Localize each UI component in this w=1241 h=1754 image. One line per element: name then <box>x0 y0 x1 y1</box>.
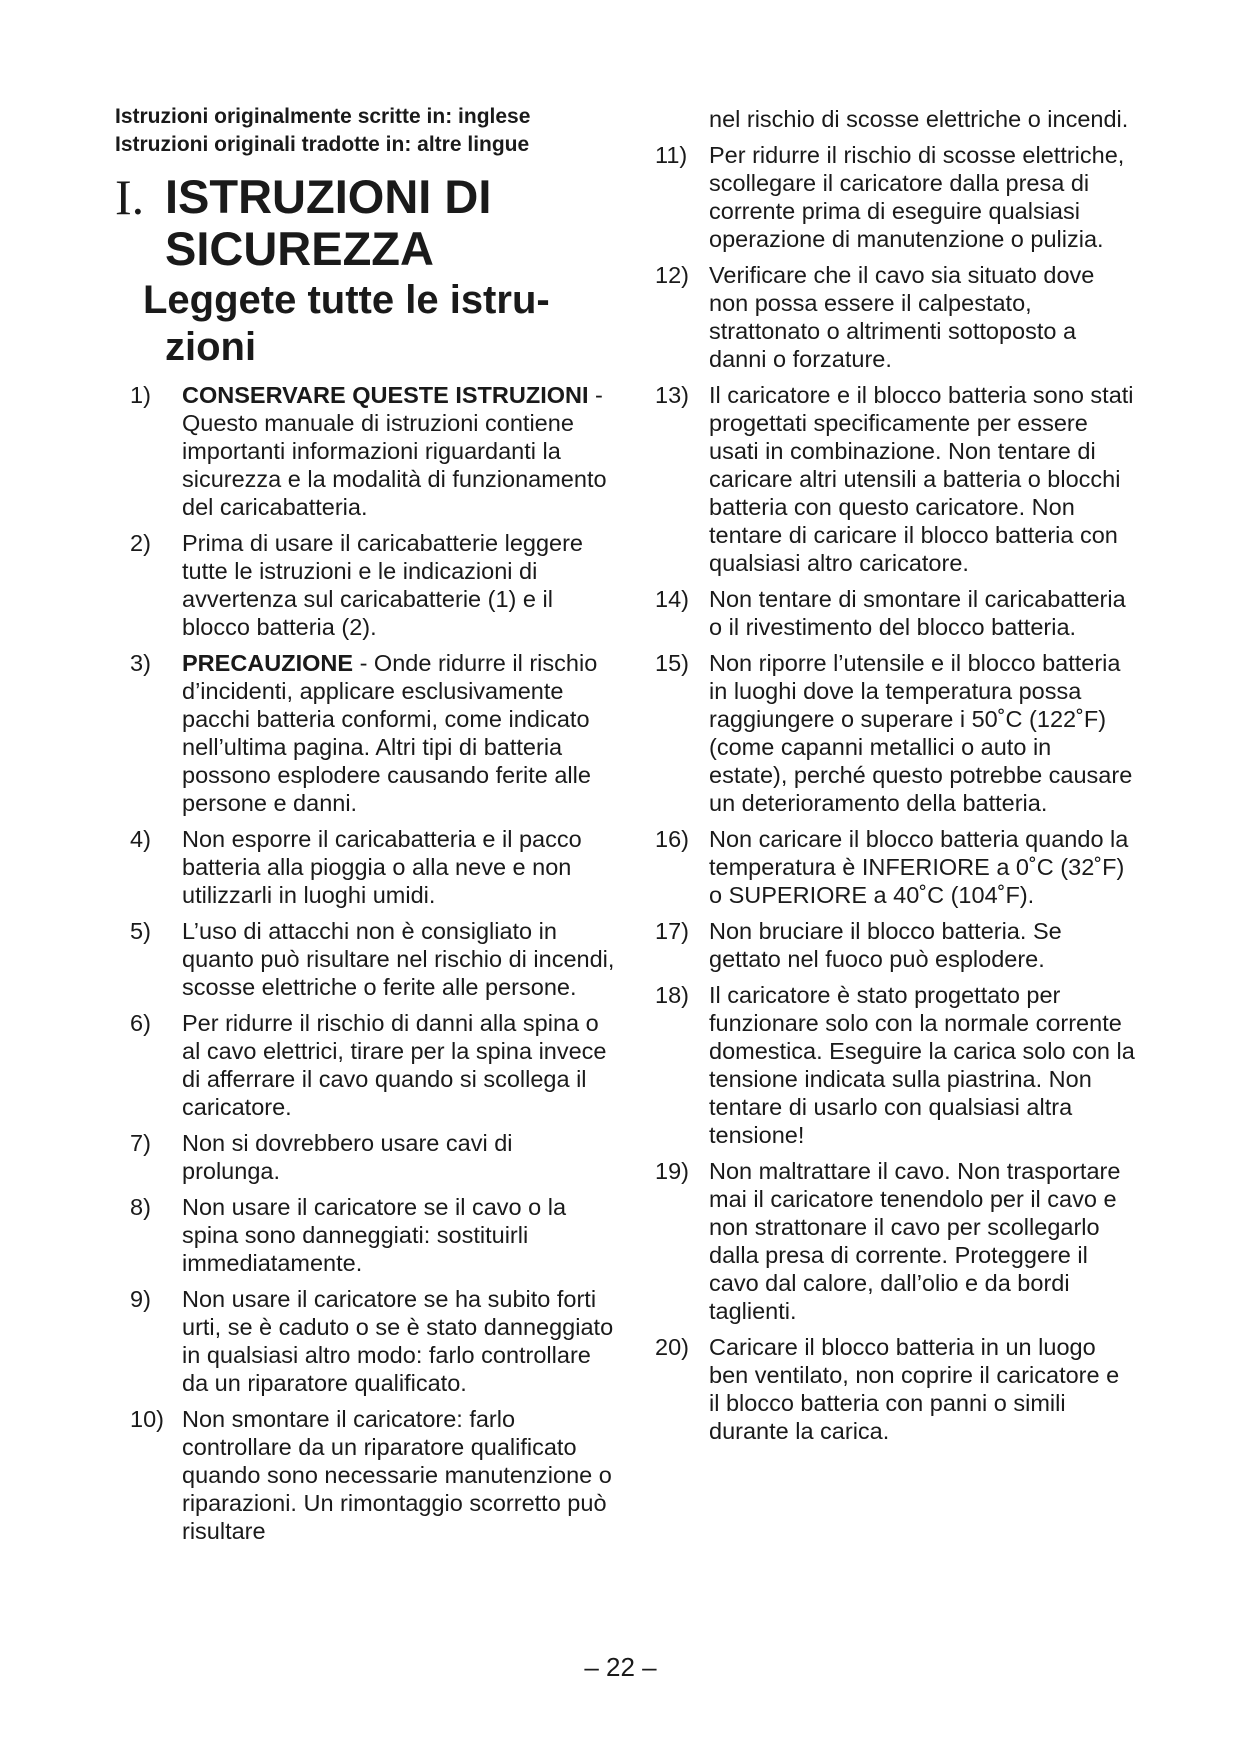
item-number: 17) <box>655 918 689 944</box>
item-number: 18) <box>655 982 689 1008</box>
item-number: 2) <box>130 530 151 556</box>
instruction-item-5 <box>115 917 615 1001</box>
item-number: 6) <box>130 1010 151 1036</box>
item-text: Caricare il blocco batteria in un luogo ben ventilato, non coprire il caricatore e il blocco batteria con panni o simili durante la carica. <box>709 1334 1120 1444</box>
instruction-item-6 <box>115 1009 615 1121</box>
instruction-item-16 <box>655 825 1135 909</box>
item-number: 7) <box>130 1130 151 1156</box>
origin-language-line: Istruzioni originalmente scritte in: inglese <box>115 105 531 128</box>
instruction-item-7 <box>115 1129 615 1185</box>
item-text: - Questo manuale di istruzioni contiene importanti informazioni riguardanti la sicurezza e la modalità di funzionamento del caricabatteria. <box>182 382 607 520</box>
item-number: 4) <box>130 826 151 852</box>
item-number: 11) <box>655 142 688 168</box>
item-text: Il caricatore è stato progettato per funzionare solo con la normale corrente domestica. Eseguire la carica solo con la tensione indicata sulla piastrina. Non tentare di usarlo con qualsiasi altra tensione! <box>709 982 1135 1148</box>
item-number: 14) <box>655 586 689 612</box>
instruction-item-15 <box>655 649 1135 817</box>
safety-instructions-list-right <box>655 141 1135 1445</box>
item-number: 8) <box>130 1194 151 1220</box>
safety-instructions-list-left <box>115 381 615 1545</box>
item-text: Non usare il caricatore se il cavo o la spina sono danneggiati: sostituirli immediatamente. <box>182 1194 567 1276</box>
item-number: 15) <box>655 650 689 676</box>
item-emphasis: CONSERVARE QUESTE ISTRUZIONI <box>182 382 589 408</box>
item-text: Per ridurre il rischio di danni alla spina o al cavo elettrici, tirare per la spina invece di afferrare il cavo quando si scollega il caricatore. <box>182 1010 607 1120</box>
item-text: L’uso di attacchi non è consigliato in quanto può risultare nel rischio di incendi, scosse elettriche o ferite alle persone. <box>182 918 615 1000</box>
instruction-item-3 <box>115 649 615 817</box>
item-number: 16) <box>655 826 689 852</box>
item-text: Non esporre il caricabatteria e il pacco batteria alla pioggia o alla neve e non utilizzarli in luoghi umidi. <box>182 826 582 908</box>
instruction-item-12 <box>655 261 1135 373</box>
right-column <box>655 105 1135 1453</box>
instruction-item-9 <box>115 1285 615 1397</box>
instruction-item-18 <box>655 981 1135 1149</box>
left-column <box>115 103 615 1553</box>
section-subtitle-line-1: Leggete tutte le istru- <box>143 278 550 322</box>
instruction-item-10-continued: nel rischio di scosse elettriche o incendi. <box>709 106 1129 132</box>
item-number: 13) <box>655 382 689 408</box>
item-number: 1) <box>130 382 151 408</box>
item-text: Prima di usare il caricabatterie leggere tutte le istruzioni e le indicazioni di avvertenza sul caricabatterie (1) e il blocco batteria (2). <box>182 530 583 640</box>
item-text: Verificare che il cavo sia situato dove non possa essere il calpestato, strattonato o altrimenti sottoposto a danni o forzature. <box>709 262 1095 372</box>
instruction-item-8 <box>115 1193 615 1277</box>
section-title-line-1: ISTRUZIONI DI <box>165 170 492 223</box>
instruction-item-14 <box>655 585 1135 641</box>
instruction-item-20 <box>655 1333 1135 1445</box>
instruction-item-11 <box>655 141 1135 253</box>
section-title <box>115 171 615 275</box>
instruction-item-2 <box>115 529 615 641</box>
instruction-item-17 <box>655 917 1135 973</box>
item-number: 12) <box>655 262 689 288</box>
section-subtitle-line-2: zioni <box>165 325 257 369</box>
instruction-item-10 <box>115 1405 615 1545</box>
item-number: 5) <box>130 918 151 944</box>
instruction-item-4 <box>115 825 615 909</box>
item-text: Non maltrattare il cavo. Non trasportare mai il caricatore tenendolo per il cavo e non strattonare il cavo per scollegarlo dalla presa di corrente. Proteggere il cavo dal calore, dall’olio e da bordi taglienti. <box>709 1158 1121 1324</box>
item-number: 3) <box>130 650 151 676</box>
item-text: Il caricatore e il blocco batteria sono stati progettati specificamente per essere usati in combinazione. Non tentare di caricare altri utensili a batteria o blocchi batteria con questo caricatore. Non tentare di caricare il blocco batteria con qualsiasi altro caricatore. <box>709 382 1134 576</box>
item-text: Non smontare il caricatore: farlo controllare da un riparatore qualificato quando sono necessarie manutenzione o riparazioni. Un rimontaggio scorretto può risultare <box>182 1406 612 1544</box>
item-text: Non tentare di smontare il caricabatteria o il rivestimento del blocco batteria. <box>709 586 1126 640</box>
item-number: 9) <box>130 1286 151 1312</box>
item-text: Non riporre l’utensile e il blocco batteria in luoghi dove la temperatura possa raggiungere o superare i 50˚C (122˚F) (come capanni metallici o auto in estate), perché questo potrebbe causare un deterioramento della batteria. <box>709 650 1133 816</box>
page-number: – 22 – <box>584 1652 657 1682</box>
instruction-item-19 <box>655 1157 1135 1325</box>
item-text: - Onde ridurre il rischio d’incidenti, applicare esclusivamente pacchi batteria conformi, come indicato nell’ultima pagina. Altri tipi di batteria possono esplodere causando ferite alle persone e danni. <box>182 650 598 816</box>
item-text: Non usare il caricatore se ha subito forti urti, se è caduto o se è stato danneggiato in qualsiasi altro modo: farlo controllare da un riparatore qualificato. <box>182 1286 614 1396</box>
translation-language-line: Istruzioni originali tradotte in: altre lingue <box>115 133 530 156</box>
item-number: 10) <box>130 1406 164 1432</box>
instruction-item-1 <box>115 381 615 521</box>
item-text: Non si dovrebbero usare cavi di prolunga. <box>182 1130 513 1184</box>
item-text: Per ridurre il rischio di scosse elettriche, scollegare il caricatore dalla presa di corrente prima di eseguire qualsiasi operazione di manutenzione o pulizia. <box>709 142 1125 252</box>
item-text: Non caricare il blocco batteria quando la temperatura è INFERIORE a 0˚C (32˚F) o SUPERIORE a 40˚C (104˚F). <box>709 826 1129 908</box>
item-number: 20) <box>655 1334 689 1360</box>
section-title-line-2: SICUREZZA <box>165 222 434 275</box>
item-text: Non bruciare il blocco batteria. Se gettato nel fuoco può esplodere. <box>709 918 1062 972</box>
item-emphasis: PRECAUZIONE <box>182 650 354 676</box>
section-subtitle <box>143 277 615 371</box>
section-numeral: I. <box>115 169 145 225</box>
instruction-item-13 <box>655 381 1135 577</box>
item-number: 19) <box>655 1158 689 1184</box>
